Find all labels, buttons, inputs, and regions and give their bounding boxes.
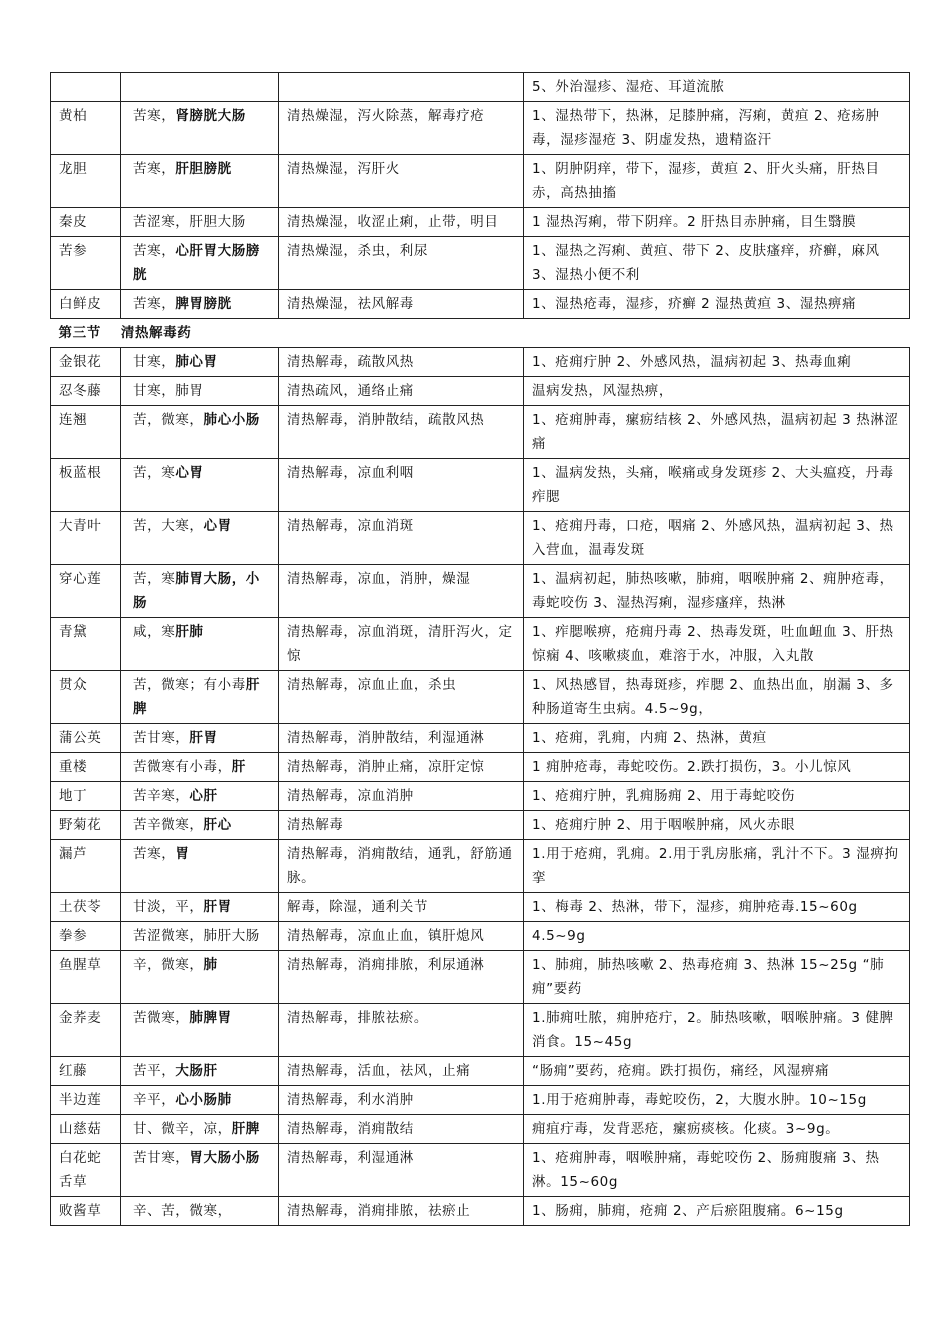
herb-name-cell	[51, 565, 121, 618]
nature-text: 苦辛寒，	[133, 788, 190, 804]
indication-cell	[524, 618, 910, 671]
nature-text: 苦寒，	[133, 296, 176, 312]
herb-name: 地丁	[59, 788, 88, 804]
indication-text: 1、痄腮喉痹，疮痈丹毒 2、热毒发斑，吐血衄血 3、肝热惊痫 4、咳嗽痰血，难溶于水，冲服，入丸散	[532, 624, 894, 664]
nature-meridian-cell	[121, 406, 279, 459]
nature-text: 辛、苦，微寒，	[133, 1203, 232, 1219]
nature-text: 苦甘寒，	[133, 1150, 190, 1166]
indication-cell	[524, 377, 910, 406]
indication-cell	[524, 782, 910, 811]
meridian-text: 肺胃大肠，小肠	[133, 571, 260, 611]
effect-cell	[279, 459, 524, 512]
indication-cell	[524, 1197, 910, 1226]
indication-cell	[524, 237, 910, 290]
section-header-cell	[51, 319, 910, 348]
meridian-text: 肝肺	[175, 624, 204, 640]
herb-name: 苦参	[59, 243, 88, 259]
indication-cell	[524, 922, 910, 951]
effect-cell	[279, 406, 524, 459]
effect-cell	[279, 208, 524, 237]
nature-meridian-cell	[121, 1057, 279, 1086]
indication-cell	[524, 290, 910, 319]
meridian-text: 心小肠肺	[175, 1092, 232, 1108]
effect-text: 清热解毒，利水消肿	[287, 1092, 414, 1108]
effect-text: 清热解毒，消肿散结，利湿通淋	[287, 730, 485, 746]
herb-name: 大青叶	[59, 518, 102, 534]
herb-table	[50, 72, 910, 1226]
indication-text: 1、梅毒 2、热淋，带下，湿疹，痈肿疮毒.15~60g	[532, 899, 858, 915]
effect-cell	[279, 377, 524, 406]
effect-text: 清热解毒，消肿止痛，凉肝定惊	[287, 759, 485, 775]
table-row	[51, 893, 910, 922]
effect-text: 清热解毒，凉血消斑，清肝泻火，定惊	[287, 624, 513, 664]
nature-text: 苦，大寒，	[133, 518, 204, 534]
indication-cell	[524, 1115, 910, 1144]
herb-name-cell	[51, 512, 121, 565]
table-row	[51, 951, 910, 1004]
herb-name-cell	[51, 811, 121, 840]
table-row	[51, 1086, 910, 1115]
indication-text: 1、湿热疮毒，湿疹，疥癣 2 湿热黄疸 3、湿热痹痛	[532, 296, 857, 312]
table-row	[51, 618, 910, 671]
table-row	[51, 512, 910, 565]
nature-meridian-cell	[121, 102, 279, 155]
nature-text: 甘淡，平，	[133, 899, 204, 915]
effect-text: 清热燥湿，杀虫，利尿	[287, 243, 428, 259]
herb-name-cell	[51, 922, 121, 951]
nature-meridian-cell	[121, 512, 279, 565]
table-row	[51, 782, 910, 811]
nature-meridian-cell	[121, 208, 279, 237]
nature-text: 甘寒，肺胃	[133, 383, 204, 399]
nature-text: 苦寒，	[133, 243, 176, 259]
effect-text: 清热解毒，凉血利咽	[287, 465, 414, 481]
indication-text: 1 湿热泻痢，带下阴痒。2 肝热目赤肿痛，目生翳膜	[532, 214, 857, 230]
herb-name-cell	[51, 1086, 121, 1115]
meridian-text: 肝胃	[189, 730, 218, 746]
nature-meridian-cell	[121, 348, 279, 377]
table-row	[51, 1004, 910, 1057]
meridian-text: 肝脾	[231, 1121, 260, 1137]
herb-name: 重楼	[59, 759, 88, 775]
meridian-text: 肾膀胱大肠	[175, 108, 246, 124]
meridian-text: 胃	[175, 846, 190, 862]
meridian-text: 肺心胃	[175, 354, 218, 370]
herb-name: 青黛	[59, 624, 88, 640]
indication-cell	[524, 724, 910, 753]
nature-meridian-cell	[121, 840, 279, 893]
herb-name-cell	[51, 618, 121, 671]
herb-name-cell	[51, 377, 121, 406]
nature-meridian-cell	[121, 155, 279, 208]
indication-cell	[524, 840, 910, 893]
indication-text: 1.肺痈吐脓，痈肿疮疔，2。肺热咳嗽，咽喉肿痛。3 健脾消食。15~45g	[532, 1010, 894, 1050]
herb-name-cell	[51, 1144, 121, 1197]
effect-text: 清热解毒，消痈散结	[287, 1121, 414, 1137]
table-row	[51, 724, 910, 753]
herb-name-cell	[51, 208, 121, 237]
nature-meridian-cell	[121, 290, 279, 319]
nature-meridian-cell	[121, 753, 279, 782]
indication-text: 1、疮痈，乳痈，内痈 2、热淋，黄疸	[532, 730, 767, 746]
herb-name: 金荞麦	[59, 1010, 102, 1026]
nature-meridian-cell	[121, 377, 279, 406]
indication-text: 1、湿热带下，热淋，足膝肿痛，泻痢，黄疸 2、疮疡肿毒，湿疹湿疮 3、阴虚发热，遗精盗汗	[532, 108, 880, 148]
effect-text: 清热疏风，通络止痛	[287, 383, 414, 399]
effect-text: 清热解毒，凉血消肿	[287, 788, 414, 804]
nature-meridian-cell	[121, 811, 279, 840]
effect-cell	[279, 290, 524, 319]
indication-cell	[524, 951, 910, 1004]
effect-cell	[279, 618, 524, 671]
indication-text: 1、风热感冒，热毒斑疹，痄腮 2、血热出血，崩漏 3、多种肠道寄生虫病。4.5~9g，	[532, 677, 894, 717]
nature-meridian-cell	[121, 893, 279, 922]
indication-text: 1、疮痈疔肿 2、外感风热，温病初起 3、热毒血痢	[532, 354, 852, 370]
nature-text: 甘、微辛，凉，	[133, 1121, 232, 1137]
herb-name: 秦皮	[59, 214, 88, 230]
table-row	[51, 459, 910, 512]
herb-name: 野菊花	[59, 817, 102, 833]
meridian-text: 肺	[203, 957, 218, 973]
herb-name-cell	[51, 237, 121, 290]
table-body-section-2	[51, 73, 910, 319]
indication-cell	[524, 565, 910, 618]
table-row	[51, 155, 910, 208]
herb-name: 龙胆	[59, 161, 88, 177]
effect-cell	[279, 237, 524, 290]
effect-cell	[279, 671, 524, 724]
nature-text: 辛，微寒，	[133, 957, 204, 973]
herb-name-cell	[51, 348, 121, 377]
effect-text: 清热解毒，凉血，消肿，燥湿	[287, 571, 471, 587]
nature-meridian-cell	[121, 922, 279, 951]
indication-text: 1、疮痈疔肿 2、用于咽喉肿痛，风火赤眼	[532, 817, 795, 833]
table-row	[51, 840, 910, 893]
indication-cell	[524, 208, 910, 237]
nature-text: 苦辛微寒，	[133, 817, 204, 833]
table-row	[51, 922, 910, 951]
table-row	[51, 73, 910, 102]
nature-text: 甘寒，	[133, 354, 176, 370]
effect-cell	[279, 782, 524, 811]
herb-name: 金银花	[59, 354, 102, 370]
indication-cell	[524, 1004, 910, 1057]
indication-text: 1、疮痈丹毒，口疮，咽痛 2、外感风热，温病初起 3、热入营血，温毒发斑	[532, 518, 894, 558]
indication-text: 1、疮痈肿毒，瘰疬结核 2、外感风热，温病初起 3 热淋涩痛	[532, 412, 899, 452]
herb-name-cell	[51, 840, 121, 893]
meridian-text: 肝心	[203, 817, 232, 833]
table-row	[51, 102, 910, 155]
meridian-text: 胃大肠小肠	[189, 1150, 260, 1166]
effect-cell	[279, 1115, 524, 1144]
effect-text: 清热解毒，消痈排脓，祛瘀止	[287, 1203, 471, 1219]
effect-cell	[279, 753, 524, 782]
meridian-text: 心胃	[203, 518, 232, 534]
herb-name: 白花蛇舌草	[59, 1150, 102, 1190]
indication-text: 5、外治湿疹、湿疮、耳道流脓	[532, 79, 725, 95]
herb-name: 拳参	[59, 928, 88, 944]
herb-name-cell	[51, 406, 121, 459]
indication-cell	[524, 73, 910, 102]
effect-text: 清热燥湿，泻火除蒸，解毒疗疮	[287, 108, 485, 124]
meridian-text: 肝	[231, 759, 246, 775]
section-title: 清热解毒药	[120, 325, 192, 341]
effect-cell	[279, 155, 524, 208]
effect-cell	[279, 1086, 524, 1115]
indication-text: 1、湿热之泻痢、黄疸、带下 2、皮肤瘙痒，疥癣，麻风 3、湿热小便不利	[532, 243, 880, 283]
nature-meridian-cell	[121, 724, 279, 753]
effect-text: 清热解毒	[287, 817, 344, 833]
nature-text: 苦微寒，	[133, 1010, 190, 1026]
nature-meridian-cell	[121, 782, 279, 811]
nature-text: 辛平，	[133, 1092, 176, 1108]
table-row	[51, 671, 910, 724]
indication-cell	[524, 1144, 910, 1197]
nature-text: 苦涩微寒，肺肝大肠	[133, 928, 260, 944]
effect-text: 清热燥湿，泻肝火	[287, 161, 400, 177]
nature-meridian-cell	[121, 618, 279, 671]
indication-cell	[524, 893, 910, 922]
table-body-section-3	[51, 348, 910, 1226]
nature-text: 苦，微寒，	[133, 412, 204, 428]
indication-text: 1、疮痈肿毒，咽喉肿痛，毒蛇咬伤 2、肠痈腹痛 3、热淋。15~60g	[532, 1150, 880, 1190]
effect-text: 清热解毒，凉血消斑	[287, 518, 414, 534]
herb-name-cell	[51, 1057, 121, 1086]
herb-name-cell	[51, 73, 121, 102]
herb-name: 贯众	[59, 677, 88, 693]
table-row	[51, 1057, 910, 1086]
indication-text: 痈疽疔毒，发背恶疮，瘰疬痰核。化痰。3~9g。	[532, 1121, 840, 1137]
effect-cell	[279, 1057, 524, 1086]
herb-name: 败酱草	[59, 1203, 102, 1219]
herb-name: 半边莲	[59, 1092, 102, 1108]
effect-text: 清热解毒，排脓祛瘀。	[287, 1010, 428, 1026]
effect-cell	[279, 1144, 524, 1197]
table-row	[51, 1197, 910, 1226]
indication-cell	[524, 459, 910, 512]
nature-text: 苦，寒	[133, 571, 176, 587]
herb-name-cell	[51, 290, 121, 319]
nature-meridian-cell	[121, 1004, 279, 1057]
herb-name-cell	[51, 671, 121, 724]
herb-name-cell	[51, 102, 121, 155]
table-row	[51, 237, 910, 290]
nature-text: 苦寒，	[133, 161, 176, 177]
nature-meridian-cell	[121, 671, 279, 724]
herb-name: 穿心莲	[59, 571, 102, 587]
herb-name-cell	[51, 753, 121, 782]
section-label: 第三节	[58, 325, 101, 341]
effect-cell	[279, 811, 524, 840]
herb-name: 蒲公英	[59, 730, 102, 746]
meridian-text: 脾胃膀胱	[175, 296, 232, 312]
nature-meridian-cell	[121, 1197, 279, 1226]
table-row	[51, 290, 910, 319]
table-row	[51, 208, 910, 237]
indication-text: 1、温病初起，肺热咳嗽，肺痈，咽喉肿痛 2、痈肿疮毒，毒蛇咬伤 3、湿热泻痢，湿疹瘙痒，热淋	[532, 571, 894, 611]
effect-text: 清热解毒，消痈散结，通乳，舒筋通脉。	[287, 846, 513, 886]
indication-cell	[524, 1057, 910, 1086]
nature-text: 苦寒，	[133, 108, 176, 124]
herb-name: 山慈菇	[59, 1121, 102, 1137]
effect-text: 解毒，除湿，通利关节	[287, 899, 428, 915]
indication-cell	[524, 1086, 910, 1115]
effect-cell	[279, 922, 524, 951]
herb-name: 漏芦	[59, 846, 88, 862]
indication-text: 温病发热，风湿热痹，	[532, 383, 673, 399]
nature-meridian-cell	[121, 459, 279, 512]
meridian-text: 肝胃	[203, 899, 232, 915]
herb-name-cell	[51, 724, 121, 753]
effect-text: 清热解毒，凉血止血，杀虫	[287, 677, 457, 693]
effect-text: 清热燥湿，收涩止痢，止带，明目	[287, 214, 499, 230]
effect-cell	[279, 512, 524, 565]
herb-name-cell	[51, 951, 121, 1004]
meridian-text: 肝脾	[133, 677, 260, 717]
effect-cell	[279, 1004, 524, 1057]
section-header-row	[51, 319, 910, 348]
indication-cell	[524, 512, 910, 565]
meridian-text: 肝胆膀胱	[175, 161, 232, 177]
indication-text: 1、温病发热，头痛，喉痛或身发斑疹 2、大头瘟疫，丹毒痄腮	[532, 465, 894, 505]
meridian-text: 心肝	[189, 788, 218, 804]
nature-meridian-cell	[121, 1144, 279, 1197]
effect-cell	[279, 348, 524, 377]
indication-cell	[524, 753, 910, 782]
indication-text: 1、肺痈，肺热咳嗽 2、热毒疮痈 3、热淋 15~25g “肺痈”要药	[532, 957, 885, 997]
effect-cell	[279, 951, 524, 1004]
herb-name: 连翘	[59, 412, 88, 428]
table-row	[51, 1144, 910, 1197]
nature-text: 苦涩寒，肝胆大肠	[133, 214, 246, 230]
nature-text: 苦微寒有小毒，	[133, 759, 232, 775]
nature-meridian-cell	[121, 565, 279, 618]
table-row	[51, 348, 910, 377]
herb-name: 忍冬藤	[59, 383, 102, 399]
table-row	[51, 377, 910, 406]
herb-name-cell	[51, 1004, 121, 1057]
effect-cell	[279, 840, 524, 893]
herb-name-cell	[51, 782, 121, 811]
indication-text: 1.用于疮痈，乳痈。2.用于乳房胀痛，乳汁不下。3 湿痹拘挛	[532, 846, 899, 886]
indication-cell	[524, 406, 910, 459]
indication-text: 4.5~9g	[532, 928, 586, 944]
nature-meridian-cell	[121, 951, 279, 1004]
effect-text: 清热解毒，消痈排脓，利尿通淋	[287, 957, 485, 973]
indication-cell	[524, 155, 910, 208]
meridian-text: 心胃	[175, 465, 204, 481]
herb-name-cell	[51, 1197, 121, 1226]
herb-name: 鱼腥草	[59, 957, 102, 973]
indication-text: 1、疮痈疔肿，乳痈肠痈 2、用于毒蛇咬伤	[532, 788, 795, 804]
effect-text: 清热燥湿，祛风解毒	[287, 296, 414, 312]
table-row	[51, 406, 910, 459]
meridian-text: 肺心小肠	[203, 412, 260, 428]
indication-cell	[524, 671, 910, 724]
herb-name: 板蓝根	[59, 465, 102, 481]
herb-name: 红藤	[59, 1063, 88, 1079]
nature-meridian-cell	[121, 73, 279, 102]
indication-cell	[524, 348, 910, 377]
herb-name-cell	[51, 459, 121, 512]
nature-meridian-cell	[121, 237, 279, 290]
nature-text: 咸，寒	[133, 624, 176, 640]
herb-name: 黄柏	[59, 108, 88, 124]
meridian-text: 大肠肝	[175, 1063, 218, 1079]
nature-text: 苦平，	[133, 1063, 176, 1079]
effect-cell	[279, 102, 524, 155]
meridian-text: 肺脾胃	[189, 1010, 232, 1026]
effect-cell	[279, 1197, 524, 1226]
effect-text: 清热解毒，活血，祛风，止痛	[287, 1063, 471, 1079]
effect-text: 清热解毒，利湿通淋	[287, 1150, 414, 1166]
herb-name-cell	[51, 155, 121, 208]
effect-cell	[279, 73, 524, 102]
table-row	[51, 753, 910, 782]
table-row	[51, 811, 910, 840]
herb-name: 白鲜皮	[59, 296, 102, 312]
effect-text: 清热解毒，消肿散结，疏散风热	[287, 412, 485, 428]
table-row	[51, 565, 910, 618]
indication-text: 1、阴肿阴痒，带下，湿疹，黄疸 2、肝火头痛，肝热目赤，高热抽搐	[532, 161, 880, 201]
effect-text: 清热解毒，凉血止血，镇肝熄风	[287, 928, 485, 944]
indication-cell	[524, 102, 910, 155]
herb-name: 土茯苓	[59, 899, 102, 915]
effect-cell	[279, 565, 524, 618]
indication-cell	[524, 811, 910, 840]
effect-cell	[279, 724, 524, 753]
indication-text: 1、肠痈，肺痈，疮痈 2、产后瘀阻腹痛。6~15g	[532, 1203, 844, 1219]
effect-cell	[279, 893, 524, 922]
nature-text: 苦甘寒，	[133, 730, 190, 746]
nature-text: 苦，微寒；有小毒	[133, 677, 246, 693]
nature-text: 苦，寒	[133, 465, 176, 481]
table-row	[51, 1115, 910, 1144]
meridian-text: 心肝胃大肠膀胱	[133, 243, 260, 283]
effect-text: 清热解毒，疏散风热	[287, 354, 414, 370]
nature-meridian-cell	[121, 1115, 279, 1144]
nature-meridian-cell	[121, 1086, 279, 1115]
herb-name-cell	[51, 1115, 121, 1144]
indication-text: 1 痈肿疮毒，毒蛇咬伤。2.跌打损伤，3。小儿惊风	[532, 759, 852, 775]
nature-text: 苦寒，	[133, 846, 176, 862]
indication-text: 1.用于疮痈肿毒，毒蛇咬伤，2，大腹水肿。10~15g	[532, 1092, 867, 1108]
indication-text: “肠痈”要药，疮痈。跌打损伤，痛经，风湿痹痛	[532, 1063, 830, 1079]
herb-name-cell	[51, 893, 121, 922]
